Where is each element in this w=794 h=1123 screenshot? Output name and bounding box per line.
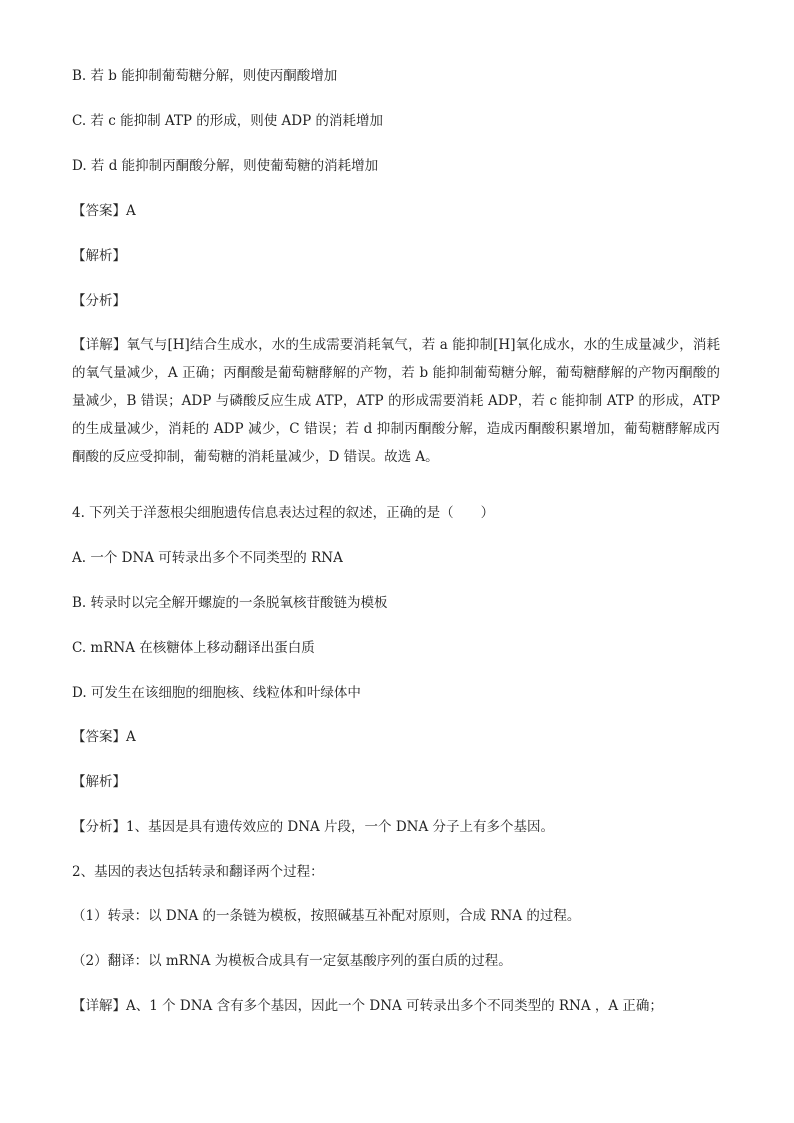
option-d-text: D. 若 d 能抑制丙酮酸分解，则使葡萄糖的消耗增加 [72, 158, 379, 174]
question-4-option-b: B. 转录时以完全解开螺旋的一条脱氧核苷酸链为模板 [72, 595, 388, 611]
question-4-option-d: D. 可发生在该细胞的细胞核、线粒体和叶绿体中 [72, 685, 361, 701]
question-4-option-a: A. 一个 DNA 可转录出多个不同类型的 RNA [72, 550, 343, 566]
detail-paragraph-1: 【详解】氧气与[H]结合生成水，水的生成需要消耗氧气，若 a 能抑制[H]氧化成水，水的生成量减少，消耗的氧气量减少，A 正确；丙酮酸是葡萄糖酵解的产物，若 b 能抑制葡萄糖分解，葡萄糖酵解的产物丙酮酸的量减少，B 错误；ADP 与磷酸反应生成 ATP，ATP 的形成需要消耗 ADP，若 c 能抑制 ATP 的形成，ATP 的生成量减少，消耗的 ADP 减少，C 错误；若 d 抑制丙酮酸分解，造成丙酮酸积累增加，葡萄糖酵解成丙酮酸的反应受抑制，葡萄糖的消耗量减少，D 错误。故选 A。 [72, 337, 720, 465]
question-4-stem: 4. 下列关于洋葱根尖细胞遗传信息表达过程的叙述，正确的是（ ） [72, 505, 495, 521]
analysis-label-2: 【解析】 [72, 774, 126, 790]
option-b-text: B. 若 b 能抑制葡萄糖分解，则使丙酮酸增加 [72, 68, 338, 84]
translation-point: （2）翻译：以 mRNA 为模板合成具有一定氨基酸序列的蛋白质的过程。 [72, 953, 512, 969]
question-4-option-c: C. mRNA 在核糖体上移动翻译出蛋白质 [72, 640, 315, 656]
analysis-label-1: 【解析】 [72, 248, 126, 264]
fenxi-paragraph-2: 【分析】1、基因是具有遗传效应的 DNA 片段，一个 DNA 分子上有多个基因。 [72, 819, 555, 835]
answer-label-2: 【答案】A [72, 729, 136, 745]
option-c-text: C. 若 c 能抑制 ATP 的形成，则使 ADP 的消耗增加 [72, 113, 383, 129]
gene-expression-point: 2、基因的表达包括转录和翻译两个过程： [72, 864, 324, 880]
answer-label-1: 【答案】A [72, 203, 136, 219]
detail-paragraph-2: 【详解】A、1 个 DNA 含有多个基因，因此一个 DNA 可转录出多个不同类型的 RNA ，A 正确； [72, 998, 663, 1014]
fenxi-label-1: 【分析】 [72, 293, 126, 309]
transcription-point: （1）转录：以 DNA 的一条链为模板，按照碱基互补配对原则，合成 RNA 的过程。 [72, 908, 581, 924]
